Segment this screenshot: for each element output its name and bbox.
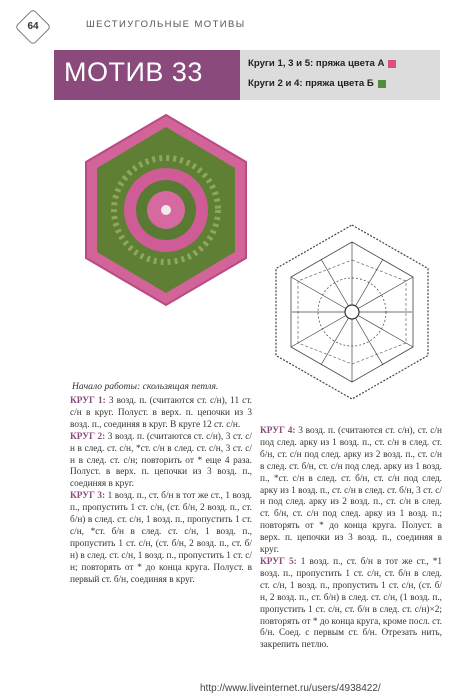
round-text: 3 возд. п. (считаются ст. с/н), 11 ст. с/н в круг. Полуст. в верх. п. цепочки из 3 возд. п., соединяя в круг. В круге 12 ст. с/н. xyxy=(70,396,253,430)
yarn-info-line-1 xyxy=(248,58,396,69)
motif-title: МОТИВ 33 xyxy=(64,57,203,87)
color-a-swatch xyxy=(388,60,396,68)
round-2 xyxy=(70,432,252,492)
crochet-chart xyxy=(262,222,442,402)
page-number: 64 xyxy=(27,21,39,32)
round-label: КРУГ 3: xyxy=(70,491,106,502)
start-instruction: Начало работы: скользящая петля. xyxy=(72,381,219,392)
round-label: КРУГ 5: xyxy=(260,556,297,567)
yarn-info-line-2 xyxy=(248,78,386,89)
spoke xyxy=(352,277,413,312)
instructions-column-right xyxy=(260,426,442,652)
round-text: 3 возд. п. (считаются ст. с/н), 3 ст. с/н в след. ст. с/н, *ст. с/н в след. ст. с/н, 3 ст. с/н в след. ст. с/н; повторить от * еще 4 раза. Полуст. в верх. п. цепочки из 3 возд. п., соединяя в круг. xyxy=(70,431,252,490)
round-3 xyxy=(70,491,252,586)
round-label: КРУГ 1: xyxy=(70,396,106,406)
round-text: 1 возд. п., ст. б/н в тот же ст., *1 возд. п., пропустить 1 ст. с/н, ст. б/н в след. ст. с/н, 1 возд. п., пропустить 1 ст. с/н, (ст. б/н, 2 возд. п., ст. б/н) в след. ст. с/н, (1 возд. п., пропустить 1 ст. с/н, ст. б/н в след. ст. с/н)×2; повторять от * до конца круга, кроме посл. ст. б/н. Соед. с первым ст. б/н. Отрезать нить, закрепить петлю. xyxy=(260,556,442,651)
spoke xyxy=(352,259,383,312)
section-title: ШЕСТИУГОЛЬНЫЕ МОТИВЫ xyxy=(86,19,246,30)
round-1 xyxy=(70,396,252,432)
spoke xyxy=(291,277,352,312)
motif-photo xyxy=(76,110,256,310)
round-label: КРУГ 4: xyxy=(260,426,296,436)
round-text: 1 возд. п., ст. б/н в тот же ст., 1 возд. п., пропустить 1 ст. с/н, (ст. б/н, 2 возд. п., ст. б/н) в след. ст. с/н, 1 возд. п., пропустить 1 ст. с/н, *ст. б/н в след. ст. с/н, 1 возд. п., пропустить 1 ст. с/н, (ст. б/н, 2 возд. п., ст. б/н) в след. ст. с/н, 1 возд. п., пропустить 1 ст. с/н; повторять от * до конца круга. Полуст. в первый ст. б/н, соединяя в круг. xyxy=(70,491,253,585)
spoke xyxy=(352,312,383,365)
round-4 xyxy=(260,426,442,557)
spoke xyxy=(352,312,413,347)
instructions-column-left xyxy=(70,396,252,587)
spoke xyxy=(321,259,352,312)
spoke xyxy=(321,312,352,365)
color-b-swatch xyxy=(378,80,386,88)
photo-center-hole xyxy=(161,205,171,215)
yarn-info-text-1: Круги 1, 3 и 5: пряжа цвета А xyxy=(248,58,385,69)
yarn-info-text-2: Круги 2 и 4: пряжа цвета Б xyxy=(248,78,374,89)
round-5 xyxy=(260,557,442,652)
round-label: КРУГ 2: xyxy=(70,431,106,442)
chart-center-ring xyxy=(345,305,359,319)
footer-url[interactable]: http://www.liveinternet.ru/users/4938422/ xyxy=(200,683,381,694)
round-text: 3 возд. п. (считаются ст. с/н), ст. с/н под след. арку из 1 возд. п., ст. с/н в след. ст. б/н, ст. с/н под след. арку из 2 возд. п., ст. с/н в след. ст. б/н, ст. с/н под след. арку из 1 возд. п., *ст. с/н в след. ст. б/н, ст. с/н под след. арку из 1 возд. п., ст. с/н в след. ст. б/н, 3 ст. с/н под след. арку из 2 возд. п., ст. с/н в след. ст. б/н, ст. с/н под след. арку из 1 возд. п.; повторять от * до конца круга. Полуст. в верх. п. цепочки из 3 возд. п., соединяя в круг. xyxy=(260,426,442,556)
spoke xyxy=(291,312,352,347)
